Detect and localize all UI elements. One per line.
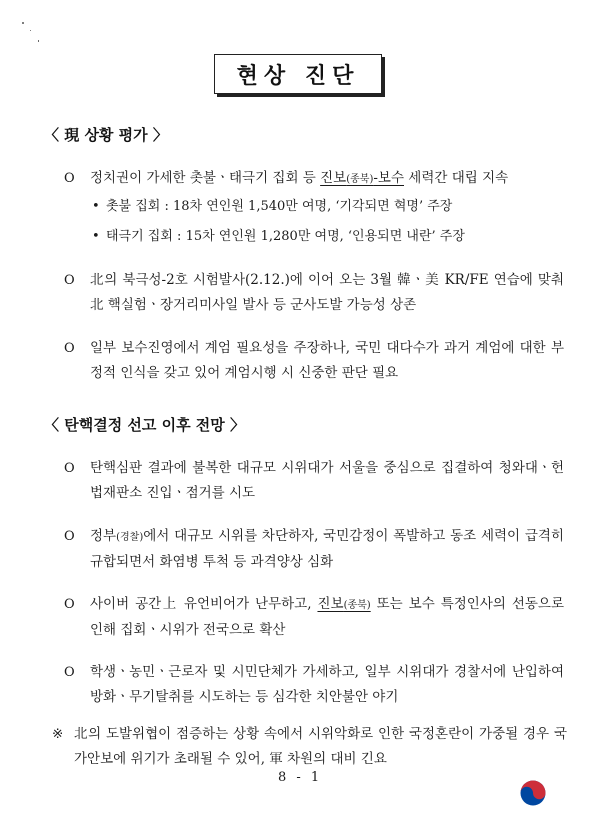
list-item — [64, 592, 564, 643]
list-item — [64, 456, 564, 506]
circle-marker: O — [64, 171, 75, 186]
list-item-text: 탄핵심판 결과에 불복한 대규모 시위대가 서울을 중심으로 집결하여 청와대ㆍ헌법재판소 진입ㆍ점거를 시도 — [90, 460, 564, 501]
list-item-text: 학생ㆍ농민ㆍ근로자 및 시민단체가 가세하고, 일부 시위대가 경찰서에 난입하여 방화ㆍ무기탈취를 시도하는 등 심각한 치안불안 야기 — [90, 664, 564, 705]
section-heading-current-assessment: 〈 現 상황 평가 〉 — [44, 126, 168, 144]
note-text: 北의 도발위협이 점증하는 상황 속에서 시위악화로 인한 국정혼란이 가중될 경우 국가안보에 위기가 초래될 수 있어, 軍 차원의 대비 긴요 — [74, 726, 567, 767]
sub-item — [92, 196, 562, 218]
scan-speck — [30, 30, 31, 31]
taegeuk-emblem-icon — [520, 780, 546, 806]
sub-item-text: 촛불 집회 : 18차 연인원 1,540만 여명, ‘기각되면 혁명’ 주장 — [106, 199, 453, 214]
underlined-phrase: 진보(종북) — [317, 596, 371, 612]
circle-marker: O — [64, 341, 75, 356]
page-number: 8 - 1 — [278, 770, 323, 785]
circle-marker: O — [64, 529, 75, 544]
list-item-text: 정치권이 가세한 촛불ㆍ태극기 집회 등 진보(종북)-보수 세력간 대립 지속 — [90, 170, 509, 186]
scan-speck — [38, 40, 39, 42]
list-item-text: 일부 보수진영에서 계엄 필요성을 주장하나, 국민 대다수가 과거 계엄에 대한 부정적 인식을 갖고 있어 계엄시행 시 신중한 판단 필요 — [90, 340, 564, 381]
circle-marker: O — [64, 665, 75, 680]
list-item — [64, 660, 564, 710]
bullet-marker: • — [92, 199, 100, 214]
circle-marker: O — [64, 597, 75, 612]
circle-marker: O — [64, 273, 75, 288]
sub-item-text: 태극기 집회 : 15차 연인원 1,280만 여명, ‘인용되면 내란’ 주장 — [106, 229, 465, 244]
reference-mark-icon: ※ — [52, 726, 64, 742]
list-item-text: 北의 북극성-2호 시험발사(2.12.)에 이어 오는 3월 韓ㆍ美 KR/FE 연습에 맞춰 北 핵실험ㆍ장거리미사일 발사 등 군사도발 가능성 상존 — [90, 272, 564, 313]
list-item — [64, 524, 564, 575]
underlined-phrase: 진보(종북)-보수 — [320, 170, 404, 186]
list-item-text: 사이버 공간上 유언비어가 난무하고, 진보(종북) 또는 보수 특정인사의 선동으로 인해 집회ㆍ시위가 전국으로 확산 — [90, 596, 565, 638]
bullet-marker: • — [92, 229, 100, 244]
circle-marker: O — [64, 461, 75, 476]
list-item-text: 정부(경찰)에서 대규모 시위를 차단하자, 국민감정이 폭발하고 동조 세력이 급격히 규합되면서 화염병 투척 등 과격양상 심화 — [90, 528, 564, 570]
section-heading-outlook: 〈 탄핵결정 선고 이후 전망 〉 — [44, 416, 246, 434]
page-title: 현상 진단 — [236, 63, 360, 89]
scan-speck — [22, 22, 24, 24]
list-item — [64, 268, 564, 318]
sub-item — [92, 226, 562, 248]
title-box — [214, 54, 382, 94]
note — [52, 722, 567, 772]
list-item — [64, 166, 564, 192]
list-item — [64, 336, 564, 386]
